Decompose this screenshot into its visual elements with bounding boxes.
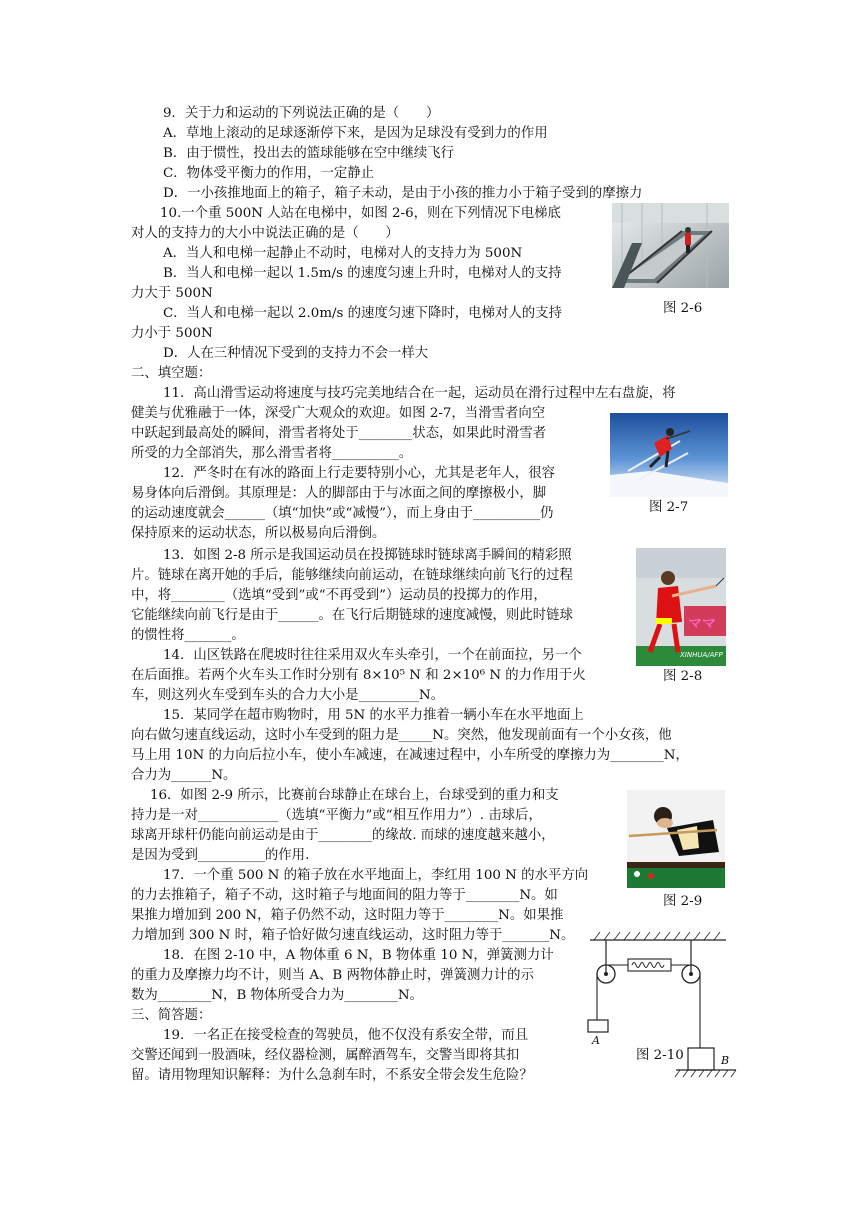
text-line: D．一小孩推地面上的箱子，箱子未动，是由于小孩的推力小于箱子受到的摩擦力 [163,186,643,201]
text-line: 保持原来的运动状态，所以极易向后滑倒。 [131,526,386,541]
text-line: D．人在三种情况下受到的支持力不会一样大 [163,346,429,361]
text-line: 健美与优雅融于一体，深受广大观众的欢迎。如图 2-7，当滑雪者向空 [131,406,546,421]
figure-caption-2-10: 图 2-10 [636,1048,684,1063]
text-line: 11．高山滑雪运动将速度与技巧完美地结合在一起，运动员在滑行过程中左右盘旋，将 [163,386,676,401]
label-object-a: A [592,1034,600,1047]
text-line: 对人的支持力的大小中说法正确的是（ ） [131,226,399,241]
figure-caption-2-8: 图 2-8 [663,669,703,684]
photo-watermark: XINHUA/AFP [680,651,723,659]
text-line: 持力是一对____________（选填“平衡力”或“相互作用力”）. 击球后， [131,808,542,823]
text-line: 14．山区铁路在爬坡时往往采用双火车头牵引，一个在前面拉，另一个 [163,648,582,663]
figure-caption-2-6: 图 2-6 [663,301,703,316]
figure-caption-2-7: 图 2-7 [649,500,689,515]
text-line: 10.一个重 500N 人站在电梯中，如图 2-6，则在下列情况下电梯底 [160,206,561,221]
text-line: A．草地上滚动的足球逐渐停下来，是因为足球没有受到力的作用 [163,126,548,141]
svg-text:ママ: ママ [688,616,716,632]
figure-escalator-photo [612,203,729,288]
text-line: 车，则这列火车受到车头的合力大小是_________N。 [131,688,445,703]
text-line: 它能继续向前飞行是由于______。在飞行后期链球的速度减慢，则此时链球 [131,608,573,623]
text-line: 的惯性将_______。 [131,628,245,643]
text-line: 力小于 500N [131,326,213,341]
text-line: 18．在图 2-10 中，A 物体重 6 N，B 物体重 10 N，弹簧测力计 [163,948,554,963]
text-line: 13．如图 2-8 所示是我国运动员在投掷链球时链球离手瞬间的精彩照 [163,548,572,563]
text-line: 19．一名正在接受检查的驾驶员，他不仅没有系安全带，而且 [163,1028,529,1043]
text-line: 的运动速度就会______（填“加快”或“减慢”），而上身由于__________仍 [131,506,554,521]
text-line: 17．一个重 500 N 的箱子放在水平地面上，李红用 100 N 的水平方向 [163,868,589,883]
text-line: 力大于 500N [131,286,213,301]
text-line: A．当人和电梯一起静止不动时，电梯对人的支持力为 500N [163,246,523,261]
text-line: 马上用 10N 的力向后拉小车，使小车减速，在减速过程中，小车所受的摩擦力为________N， [131,748,689,763]
text-line: 9．关于力和运动的下列说法正确的是（ ） [163,106,440,121]
text-line: 中，将________（选填“受到”或“不再受到”）运动员的投掷力的作用， [131,588,547,603]
text-line: C．当人和电梯一起以 2.0m/s 的速度匀速下降时，电梯对人的支持 [163,306,562,321]
text-line: 果推力增加到 200 N，箱子仍然不动，这时阻力等于________N。如果推 [131,908,564,923]
text-line: 12．严冬时在有冰的路面上行走要特别小心，尤其是老年人，很容 [163,466,555,481]
text-line: 力增加到 300 N 时，箱子恰好做匀速直线运动，这时阻力等于_______N。 [131,928,575,943]
text-line: C．物体受平衡力的作用，一定静止 [163,166,375,181]
text-line: 合力为______N。 [131,768,237,783]
text-line: 在后面推。若两个火车头工作时分别有 8×10⁵ N 和 2×10⁶ N 的力作用于火 [131,668,586,683]
text-line: 向右做匀速直线运动，这时小车受到的阻力是_____N。突然，他发现前面有一个小女孩，他 [131,728,672,743]
text-line: 中跃起到最高处的瞬间，滑雪者将处于________状态，如果此时滑雪者 [131,426,547,441]
text-line: 片。链球在离开她的手后，能够继续向前运动，在链球继续向前飞行的过程 [131,568,573,583]
text-line: 的力去推箱子，箱子不动，这时箱子与地面间的阻力等于________N。如 [131,888,558,903]
label-object-b: B [721,1054,730,1067]
figure-skier-photo [610,413,728,497]
text-line: 16．如图 2-9 所示，比赛前台球静止在球台上，台球受到的重力和支 [150,788,559,803]
figure-hammer-throw-photo [636,548,726,666]
text-line: 球离开球杆仍能向前运动是由于________的缘故. 而球的速度越来越小， [131,828,555,843]
text-line: 数为________N，B 物体所受合力为________N。 [131,988,423,1003]
text-line: 的重力及摩擦力均不计，则当 A、B 两物体静止时，弹簧测力计的示 [131,968,534,983]
text-line: 易身体向后滑倒。其原理是：人的脚部由于与冰面之间的摩擦极小，脚 [131,486,547,501]
figure-billiards-photo [627,790,725,888]
text-line: B．当人和电梯一起以 1.5m/s 的速度匀速上升时，电梯对人的支持 [163,266,562,281]
text-line: 15．某同学在超市购物时，用 5N 的水平力推着一辆小车在水平地面上 [163,708,584,723]
text-line: 所受的力全部消失，那么滑雪者将__________。 [131,446,413,461]
text-line: 二、填空题： [131,366,212,381]
text-line: 留。请用物理知识解释：为什么急刹车时，不系安全带会发生危险？ [131,1068,533,1083]
text-line: 三、简答题： [131,1008,212,1023]
text-line: 交警还闻到一股酒味，经仪器检测，属醉酒驾车，交警当即将其扣 [131,1048,520,1063]
text-line: 是因为受到__________的作用. [131,848,310,863]
text-line: B．由于惯性，投出去的篮球能够在空中继续飞行 [163,146,455,161]
figure-caption-2-9: 图 2-9 [663,894,703,909]
